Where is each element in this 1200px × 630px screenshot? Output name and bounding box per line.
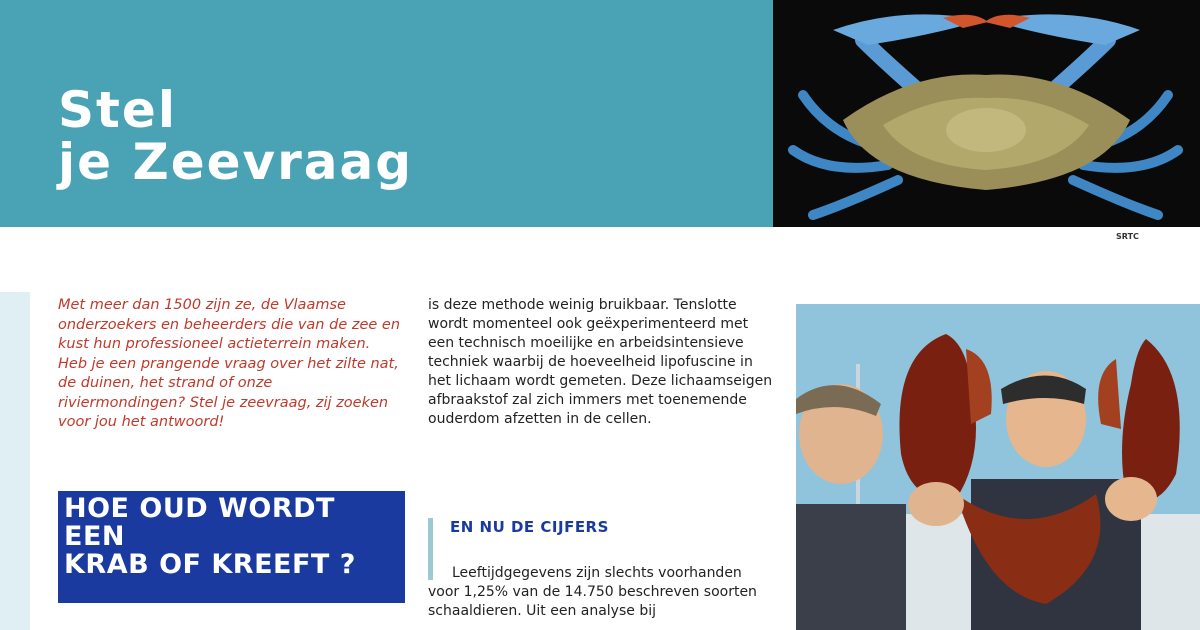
lobster-illustration <box>796 304 1200 630</box>
question-line-1: HOE OUD WORDT <box>64 493 335 524</box>
subheading: EN NU DE CIJFERS <box>450 518 609 536</box>
page-title <box>58 81 414 191</box>
question-line-3: KRAB OF KREEFT ? <box>64 549 356 580</box>
column2-paragraph-1: is deze methode weinig bruikbaar. Tenslotte wordt momenteel ook geëxperimenteerd met een technisch moeilijke en arbeidsintensieve techniek waarbij de hoeveelheid lipofuscine in het lichaam wordt gemeten. Deze lichaamseigen afbraakstof zal zich immers met toenemende ouderdom afzetten in de cellen. <box>428 297 773 427</box>
crab-illustration <box>773 0 1200 227</box>
intro-text: Met meer dan 1500 zijn ze, de Vlaamse onderzoekers en beheerders die van de zee en kust hun professioneel actieterrein maken. Heb je een prangende vraag over het zilte nat, de duinen, het strand of onze riviermondingen? Stel je zeevraag, zij zoeken voor jou het antwoord! <box>58 297 401 430</box>
lobster-photo <box>796 304 1200 630</box>
crab-photo <box>773 0 1200 227</box>
photo-credit: SRTC <box>1116 232 1139 241</box>
title-line-2: je Zeevraag <box>58 133 414 191</box>
question-heading-box <box>58 491 405 603</box>
left-margin-strip <box>0 292 30 630</box>
header-band <box>0 0 773 227</box>
title-line-1: Stel <box>58 81 177 139</box>
question-line-2: EEN <box>64 521 125 552</box>
column2-paragraph-2: Leeftijdgegevens zijn slechts voorhanden voor 1,25% van de 14.750 beschreven soorten schaaldieren. Uit een analyse bij <box>428 565 757 619</box>
